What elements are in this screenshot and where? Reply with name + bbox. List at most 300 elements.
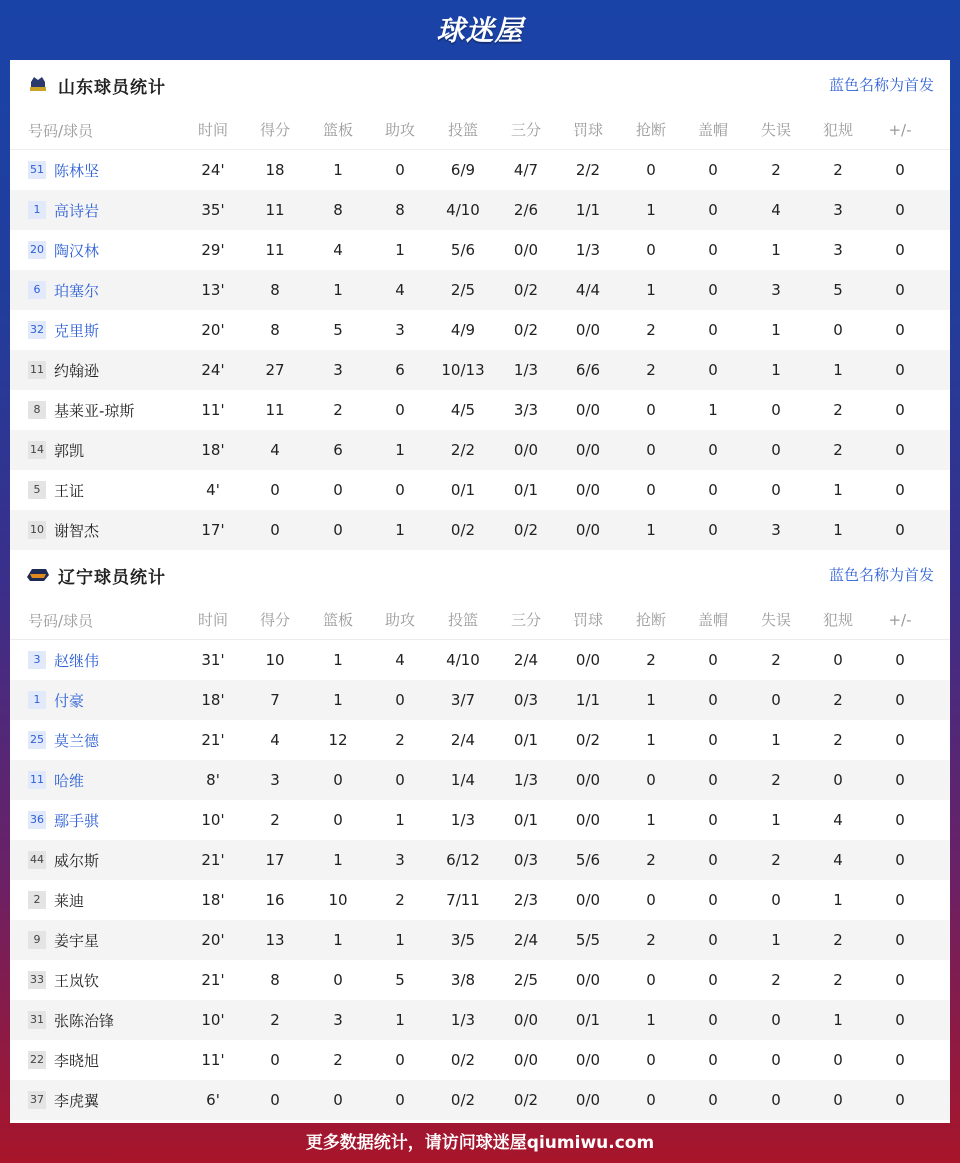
stat-cell: 0 bbox=[646, 971, 656, 989]
stat-cell: 11 bbox=[265, 201, 285, 219]
stat-cell: 12 bbox=[328, 731, 348, 749]
stat-cell: 6/9 bbox=[450, 161, 476, 179]
stat-cell: 3 bbox=[833, 201, 843, 219]
stat-cell: 4/10 bbox=[446, 201, 480, 219]
stat-cell: 2 bbox=[395, 891, 405, 909]
stat-cell: 0/2 bbox=[450, 1091, 476, 1109]
stat-cell: 0/2 bbox=[513, 521, 539, 539]
stat-cell: 2 bbox=[646, 651, 656, 669]
stat-cell: 1 bbox=[646, 521, 656, 539]
player-row[interactable] bbox=[10, 800, 950, 840]
jersey-number-badge: 37 bbox=[28, 1091, 46, 1109]
stat-cell: 3/5 bbox=[450, 931, 476, 949]
stat-cell: 4 bbox=[270, 731, 280, 749]
jersey-number-badge: 1 bbox=[28, 201, 46, 219]
stat-cell: 21' bbox=[201, 731, 225, 749]
stat-cell: 0 bbox=[895, 201, 905, 219]
player-row[interactable] bbox=[10, 880, 950, 920]
stat-cell: 0 bbox=[895, 731, 905, 749]
column-header[interactable]: 投篮 bbox=[447, 611, 479, 629]
player-cell[interactable] bbox=[28, 680, 84, 720]
player-name[interactable]: 克里斯 bbox=[54, 321, 100, 340]
stat-cell: 4 bbox=[395, 281, 405, 299]
stat-cell: 3 bbox=[333, 361, 343, 379]
stat-cell: 1 bbox=[771, 811, 781, 829]
stat-cell: 0 bbox=[395, 691, 405, 709]
stat-cell: 2 bbox=[833, 731, 843, 749]
stat-cell: 0 bbox=[895, 241, 905, 259]
stat-cell: 4/5 bbox=[450, 401, 476, 419]
stat-cell: 1 bbox=[395, 931, 405, 949]
stat-cell: 0 bbox=[646, 771, 656, 789]
stat-cell: 1 bbox=[646, 691, 656, 709]
stat-cell: 17' bbox=[201, 521, 225, 539]
stat-cell: 0/0 bbox=[575, 1091, 601, 1109]
stat-cell: 0 bbox=[708, 851, 718, 869]
stat-cell: 1 bbox=[708, 401, 718, 419]
stat-cell: 5/5 bbox=[575, 931, 601, 949]
stat-cell: 0 bbox=[771, 441, 781, 459]
column-header-player[interactable]: 号码/球员 bbox=[28, 121, 94, 140]
stat-cell: 4/7 bbox=[513, 161, 539, 179]
stat-cell: 24' bbox=[201, 361, 225, 379]
stat-cell: 0 bbox=[395, 161, 405, 179]
stat-cell: 0 bbox=[708, 201, 718, 219]
stat-cell: 0 bbox=[895, 441, 905, 459]
stat-cell: 0 bbox=[771, 891, 781, 909]
stat-cell: 8' bbox=[206, 771, 220, 789]
stat-cell: 7/11 bbox=[446, 891, 480, 909]
player-cell[interactable] bbox=[28, 800, 99, 840]
stat-cell: 6 bbox=[395, 361, 405, 379]
column-header[interactable]: 助攻 bbox=[384, 611, 416, 629]
stat-cell: 0 bbox=[708, 281, 718, 299]
stat-cell: 13' bbox=[201, 281, 225, 299]
stat-cell: 0 bbox=[771, 481, 781, 499]
stat-cell: 1 bbox=[646, 1011, 656, 1029]
stat-cell: 0 bbox=[708, 891, 718, 909]
stat-cell: 4 bbox=[833, 811, 843, 829]
stat-cell: 0 bbox=[895, 361, 905, 379]
stat-cell: 0 bbox=[333, 1091, 343, 1109]
column-header[interactable]: 得分 bbox=[259, 121, 291, 139]
column-header[interactable]: 三分 bbox=[510, 121, 542, 139]
column-header[interactable]: 罚球 bbox=[572, 121, 604, 139]
stat-cell: 2 bbox=[833, 161, 843, 179]
stat-cell: 11' bbox=[201, 401, 225, 419]
player-row[interactable] bbox=[10, 390, 950, 430]
stat-cell: 0/0 bbox=[513, 441, 539, 459]
jersey-number-badge: 9 bbox=[28, 931, 46, 949]
column-header[interactable]: 三分 bbox=[510, 611, 542, 629]
stat-cell: 0/0 bbox=[575, 891, 601, 909]
column-header[interactable]: 犯规 bbox=[822, 611, 854, 629]
player-cell[interactable] bbox=[28, 880, 84, 920]
player-cell[interactable] bbox=[28, 350, 99, 390]
jersey-number-badge: 31 bbox=[28, 1011, 46, 1029]
jersey-number-badge: 25 bbox=[28, 731, 46, 749]
stat-cell: 6' bbox=[206, 1091, 220, 1109]
stats-card bbox=[10, 60, 950, 1123]
player-row[interactable] bbox=[10, 960, 950, 1000]
stat-cell: 2/3 bbox=[513, 891, 539, 909]
jersey-number-badge: 6 bbox=[28, 281, 46, 299]
site-logo-text: 球迷屋 bbox=[436, 14, 524, 47]
player-name[interactable]: 莫兰德 bbox=[54, 731, 100, 750]
stat-cell: 13 bbox=[265, 931, 285, 949]
stat-cell: 0 bbox=[895, 851, 905, 869]
stat-cell: 1/1 bbox=[575, 691, 601, 709]
stat-cell: 0/3 bbox=[513, 851, 539, 869]
column-header[interactable]: 篮板 bbox=[322, 611, 354, 629]
stat-cell: 2/4 bbox=[513, 931, 539, 949]
stat-cell: 2 bbox=[771, 851, 781, 869]
player-name[interactable]: 赵继伟 bbox=[54, 651, 100, 670]
stat-cell: 0/0 bbox=[575, 441, 601, 459]
player-cell[interactable] bbox=[28, 1000, 114, 1040]
player-name[interactable]: 付豪 bbox=[54, 691, 85, 710]
stat-cell: 8 bbox=[270, 281, 280, 299]
stat-cell: 21' bbox=[201, 851, 225, 869]
stat-cell: 18' bbox=[201, 441, 225, 459]
player-row[interactable] bbox=[10, 430, 950, 470]
stat-cell: 8 bbox=[395, 201, 405, 219]
stat-cell: 1 bbox=[395, 521, 405, 539]
player-name[interactable]: 陶汉林 bbox=[54, 241, 100, 260]
column-header[interactable]: 失误 bbox=[760, 121, 792, 139]
stat-cell: 0 bbox=[708, 931, 718, 949]
player-row[interactable] bbox=[10, 230, 950, 270]
stat-cell: 5 bbox=[333, 321, 343, 339]
stat-cell: 3 bbox=[395, 321, 405, 339]
team-header bbox=[10, 60, 950, 110]
stat-cell: 3 bbox=[771, 281, 781, 299]
stat-cell: 0 bbox=[771, 1091, 781, 1109]
column-header[interactable]: 抢断 bbox=[635, 611, 667, 629]
stat-cell: 5/6 bbox=[575, 851, 601, 869]
player-cell[interactable] bbox=[28, 510, 99, 550]
jersey-number-badge: 11 bbox=[28, 361, 46, 379]
stat-cell: 0/2 bbox=[450, 1051, 476, 1069]
jersey-number-badge: 14 bbox=[28, 441, 46, 459]
jersey-number-badge: 11 bbox=[28, 771, 46, 789]
stat-cell: 1/1 bbox=[575, 201, 601, 219]
stat-cell: 0/0 bbox=[513, 1051, 539, 1069]
stat-cell: 0 bbox=[708, 971, 718, 989]
column-header[interactable]: 失误 bbox=[760, 611, 792, 629]
stat-cell: 1 bbox=[333, 281, 343, 299]
stat-cell: 0 bbox=[395, 481, 405, 499]
player-row[interactable] bbox=[10, 840, 950, 880]
stat-cell: 0 bbox=[333, 521, 343, 539]
player-row[interactable] bbox=[10, 350, 950, 390]
stat-cell: 10 bbox=[328, 891, 348, 909]
stat-cell: 1 bbox=[646, 811, 656, 829]
column-header-player[interactable]: 号码/球员 bbox=[28, 611, 94, 630]
column-header[interactable]: 篮板 bbox=[322, 121, 354, 139]
stat-cell: 2 bbox=[646, 931, 656, 949]
stat-cell: 8 bbox=[333, 201, 343, 219]
player-name[interactable]: 基莱亚-琼斯 bbox=[54, 401, 135, 420]
column-header-row bbox=[10, 600, 950, 640]
stat-cell: 0 bbox=[833, 321, 843, 339]
stat-cell: 2 bbox=[771, 161, 781, 179]
player-name[interactable]: 哈维 bbox=[54, 771, 85, 790]
player-row[interactable] bbox=[10, 1040, 950, 1080]
stat-cell: 0 bbox=[771, 1051, 781, 1069]
stat-cell: 3/7 bbox=[450, 691, 476, 709]
player-name[interactable]: 王岚钦 bbox=[54, 971, 100, 990]
column-header[interactable]: +/- bbox=[888, 121, 912, 139]
stat-cell: 1 bbox=[333, 931, 343, 949]
stat-cell: 0 bbox=[895, 811, 905, 829]
stat-cell: 24' bbox=[201, 161, 225, 179]
stat-cell: 0 bbox=[708, 691, 718, 709]
stat-cell: 2 bbox=[646, 321, 656, 339]
player-cell[interactable] bbox=[28, 640, 99, 680]
stat-cell: 0/0 bbox=[575, 771, 601, 789]
player-cell[interactable] bbox=[28, 430, 84, 470]
player-row[interactable] bbox=[10, 470, 950, 510]
player-row[interactable] bbox=[10, 310, 950, 350]
stat-cell: 0 bbox=[833, 771, 843, 789]
player-row[interactable] bbox=[10, 1000, 950, 1040]
player-name[interactable]: 李晓旭 bbox=[54, 1051, 100, 1070]
jersey-number-badge: 1 bbox=[28, 691, 46, 709]
player-name[interactable]: 威尔斯 bbox=[54, 851, 100, 870]
jersey-number-badge: 32 bbox=[28, 321, 46, 339]
jersey-number-badge: 5 bbox=[28, 481, 46, 499]
stat-cell: 0 bbox=[395, 401, 405, 419]
stat-cell: 0 bbox=[708, 731, 718, 749]
stat-cell: 20' bbox=[201, 321, 225, 339]
player-row[interactable] bbox=[10, 640, 950, 680]
column-header[interactable]: 得分 bbox=[259, 611, 291, 629]
stat-cell: 2 bbox=[395, 731, 405, 749]
stat-cell: 0/0 bbox=[513, 241, 539, 259]
player-name[interactable]: 谢智杰 bbox=[54, 521, 100, 540]
stat-cell: 0 bbox=[895, 651, 905, 669]
stat-cell: 2 bbox=[270, 1011, 280, 1029]
player-cell[interactable] bbox=[28, 390, 134, 430]
stat-cell: 1/3 bbox=[575, 241, 601, 259]
column-header[interactable]: 投篮 bbox=[447, 121, 479, 139]
player-name[interactable]: 郭凯 bbox=[54, 441, 85, 460]
shandong-team-logo-icon bbox=[26, 74, 50, 96]
stat-cell: 35' bbox=[201, 201, 225, 219]
stat-cell: 10' bbox=[201, 811, 225, 829]
team-header bbox=[10, 550, 950, 600]
column-header[interactable]: 盖帽 bbox=[697, 121, 729, 139]
stat-cell: 0 bbox=[895, 321, 905, 339]
team-title: 辽宁球员统计 bbox=[58, 567, 166, 588]
stat-cell: 0/1 bbox=[513, 481, 539, 499]
column-header[interactable]: 罚球 bbox=[572, 611, 604, 629]
jersey-number-badge: 20 bbox=[28, 241, 46, 259]
stat-cell: 2 bbox=[333, 401, 343, 419]
stat-cell: 1 bbox=[833, 481, 843, 499]
stat-cell: 0 bbox=[333, 811, 343, 829]
stat-cell: 0/0 bbox=[575, 401, 601, 419]
stat-cell: 2/5 bbox=[513, 971, 539, 989]
stat-cell: 11 bbox=[265, 401, 285, 419]
stat-cell: 1/3 bbox=[513, 361, 539, 379]
stat-cell: 6/12 bbox=[446, 851, 480, 869]
player-cell[interactable] bbox=[28, 230, 99, 270]
player-cell[interactable] bbox=[28, 960, 99, 1000]
stat-cell: 6 bbox=[333, 441, 343, 459]
stat-cell: 1 bbox=[771, 241, 781, 259]
stat-cell: 2/6 bbox=[513, 201, 539, 219]
stat-cell: 4 bbox=[270, 441, 280, 459]
stat-cell: 0 bbox=[270, 1051, 280, 1069]
stat-cell: 11' bbox=[201, 1051, 225, 1069]
jersey-number-badge: 33 bbox=[28, 971, 46, 989]
player-row[interactable] bbox=[10, 190, 950, 230]
stat-cell: 21' bbox=[201, 971, 225, 989]
stat-cell: 4' bbox=[206, 481, 220, 499]
stat-cell: 1 bbox=[395, 811, 405, 829]
stat-cell: 0/0 bbox=[513, 1011, 539, 1029]
player-name[interactable]: 莱迪 bbox=[54, 891, 85, 910]
column-header[interactable]: 时间 bbox=[197, 121, 229, 139]
stat-cell: 10' bbox=[201, 1011, 225, 1029]
column-header[interactable]: 盖帽 bbox=[697, 611, 729, 629]
stat-cell: 2 bbox=[333, 1051, 343, 1069]
stat-cell: 0 bbox=[895, 521, 905, 539]
stat-cell: 1 bbox=[333, 851, 343, 869]
player-cell[interactable] bbox=[28, 840, 99, 880]
stat-cell: 0 bbox=[646, 401, 656, 419]
stat-cell: 27 bbox=[265, 361, 285, 379]
jersey-number-badge: 44 bbox=[28, 851, 46, 869]
stat-cell: 0 bbox=[708, 651, 718, 669]
jersey-number-badge: 51 bbox=[28, 161, 46, 179]
stat-cell: 18' bbox=[201, 691, 225, 709]
jersey-number-badge: 22 bbox=[28, 1051, 46, 1069]
stat-cell: 31' bbox=[201, 651, 225, 669]
stat-cell: 4/9 bbox=[450, 321, 476, 339]
player-row[interactable] bbox=[10, 680, 950, 720]
player-row[interactable] bbox=[10, 1080, 950, 1120]
site-logo bbox=[0, 0, 960, 58]
player-name[interactable]: 陈林坚 bbox=[54, 161, 100, 180]
stat-cell: 0/1 bbox=[513, 731, 539, 749]
stat-cell: 8 bbox=[270, 321, 280, 339]
stat-cell: 0 bbox=[646, 891, 656, 909]
player-row[interactable] bbox=[10, 510, 950, 550]
player-name[interactable]: 姜宇星 bbox=[54, 931, 100, 950]
player-row[interactable] bbox=[10, 720, 950, 760]
player-name[interactable]: 李虎翼 bbox=[54, 1091, 100, 1110]
stat-cell: 2 bbox=[833, 971, 843, 989]
player-name[interactable]: 珀塞尔 bbox=[54, 281, 100, 300]
player-name[interactable]: 王证 bbox=[54, 481, 85, 500]
player-cell[interactable] bbox=[28, 1040, 99, 1080]
stat-cell: 0/1 bbox=[575, 1011, 601, 1029]
player-cell[interactable] bbox=[28, 310, 99, 350]
stat-cell: 0/0 bbox=[575, 321, 601, 339]
stat-cell: 0/2 bbox=[450, 521, 476, 539]
stat-cell: 0/0 bbox=[575, 811, 601, 829]
stat-cell: 10/13 bbox=[441, 361, 485, 379]
stat-cell: 0 bbox=[895, 481, 905, 499]
stat-cell: 3/8 bbox=[450, 971, 476, 989]
player-name[interactable]: 约翰逊 bbox=[54, 361, 100, 380]
stat-cell: 0 bbox=[895, 161, 905, 179]
player-cell[interactable] bbox=[28, 470, 84, 510]
player-cell[interactable] bbox=[28, 720, 99, 760]
player-cell[interactable] bbox=[28, 1080, 99, 1120]
jersey-number-badge: 3 bbox=[28, 651, 46, 669]
stat-cell: 0 bbox=[833, 1091, 843, 1109]
stat-cell: 3 bbox=[833, 241, 843, 259]
column-header[interactable]: 时间 bbox=[197, 611, 229, 629]
stat-cell: 1 bbox=[771, 361, 781, 379]
stat-cell: 2 bbox=[833, 691, 843, 709]
stat-cell: 0 bbox=[895, 971, 905, 989]
player-cell[interactable] bbox=[28, 760, 84, 800]
stat-cell: 3 bbox=[333, 1011, 343, 1029]
stat-cell: 2 bbox=[270, 811, 280, 829]
player-name[interactable]: 张陈治锋 bbox=[54, 1011, 115, 1030]
stat-cell: 2 bbox=[833, 441, 843, 459]
stat-cell: 1 bbox=[646, 281, 656, 299]
player-cell[interactable] bbox=[28, 920, 99, 960]
stat-cell: 0 bbox=[771, 401, 781, 419]
column-header[interactable]: +/- bbox=[888, 611, 912, 629]
stat-cell: 0/2 bbox=[575, 731, 601, 749]
player-name[interactable]: 高诗岩 bbox=[54, 201, 100, 220]
stat-cell: 1 bbox=[833, 521, 843, 539]
stat-cell: 10 bbox=[265, 651, 285, 669]
player-cell[interactable] bbox=[28, 190, 99, 230]
stat-cell: 2 bbox=[771, 651, 781, 669]
player-cell[interactable] bbox=[28, 150, 99, 190]
player-row[interactable] bbox=[10, 920, 950, 960]
stat-cell: 1 bbox=[395, 241, 405, 259]
jersey-number-badge: 10 bbox=[28, 521, 46, 539]
stat-cell: 0 bbox=[333, 481, 343, 499]
player-row[interactable] bbox=[10, 150, 950, 190]
stat-cell: 0 bbox=[270, 481, 280, 499]
player-row[interactable] bbox=[10, 760, 950, 800]
column-header[interactable]: 助攻 bbox=[384, 121, 416, 139]
stat-cell: 0 bbox=[646, 161, 656, 179]
stat-cell: 1 bbox=[771, 321, 781, 339]
stat-cell: 1 bbox=[333, 691, 343, 709]
stat-cell: 1/3 bbox=[450, 1011, 476, 1029]
stat-cell: 6/6 bbox=[575, 361, 601, 379]
column-header[interactable]: 犯规 bbox=[822, 121, 854, 139]
player-cell[interactable] bbox=[28, 270, 99, 310]
stat-cell: 1/3 bbox=[513, 771, 539, 789]
stat-cell: 0 bbox=[895, 401, 905, 419]
stat-cell: 1 bbox=[395, 1011, 405, 1029]
player-name[interactable]: 鄢手骐 bbox=[54, 811, 100, 830]
stat-cell: 11 bbox=[265, 241, 285, 259]
footer-banner[interactable]: 更多数据统计，请访问球迷屋qiumiwu.com bbox=[305, 1133, 655, 1153]
player-row[interactable] bbox=[10, 270, 950, 310]
stat-cell: 1 bbox=[833, 361, 843, 379]
column-header[interactable]: 抢断 bbox=[635, 121, 667, 139]
stat-cell: 0 bbox=[646, 481, 656, 499]
stat-cell: 1 bbox=[333, 161, 343, 179]
stat-cell: 0 bbox=[771, 691, 781, 709]
stat-cell: 1 bbox=[395, 441, 405, 459]
stat-cell: 2/4 bbox=[513, 651, 539, 669]
stat-cell: 0/1 bbox=[450, 481, 476, 499]
